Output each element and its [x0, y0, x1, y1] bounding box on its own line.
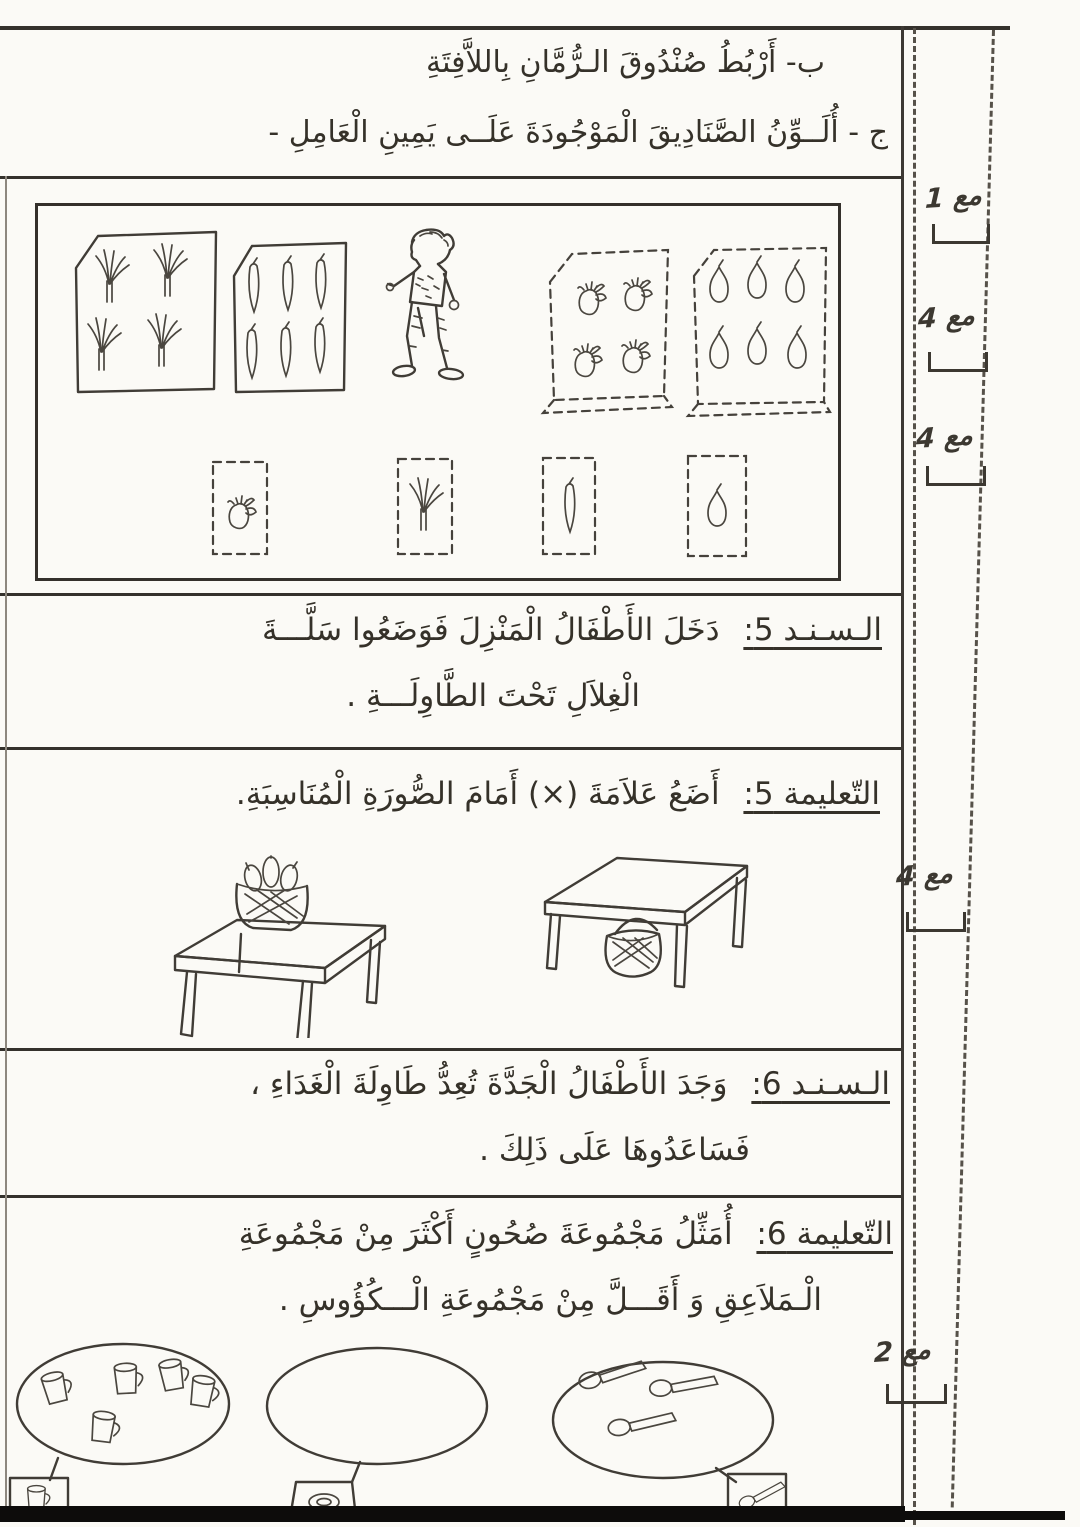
label-card-pomegranate [213, 462, 267, 554]
rule-above-instruction5 [0, 747, 904, 750]
item-c-letter: ج - [848, 115, 888, 150]
support5-line2 [346, 672, 640, 720]
item-b-letter: ب- [785, 45, 825, 80]
instruction6-line1 [239, 1210, 893, 1258]
margin-bracket-3 [926, 466, 986, 486]
margin-bracket-5 [886, 1384, 947, 1404]
tables-figure-wrap [150, 838, 800, 1038]
content-right-border [901, 26, 904, 1508]
support5-line1 [262, 606, 882, 654]
tables-figure [150, 838, 800, 1038]
label-card-carrot [543, 458, 595, 554]
instruction5-line1 [236, 770, 880, 818]
spoons-set-oval [553, 1361, 787, 1511]
market-figure [38, 206, 832, 572]
item-c-text: أُلَــوِّنُ الصَّنَادِيقَ الْمَوْجُودَةَ عَلَــى يَمِينِ الْعَامِلِ - [268, 115, 839, 150]
header-item-c [268, 110, 888, 157]
margin-bracket-2 [928, 352, 988, 372]
bottom-scan-bar-tail [905, 1511, 1065, 1520]
support6-line2 [479, 1126, 750, 1174]
instruction6-text1: أُمَثِّلُ مَجْمُوعَةَ صُحُونٍ أَكْثَرَ مِنْ مَجْمُوعَةِ [238, 1216, 733, 1252]
pomegranates-crate [543, 250, 672, 413]
margin-mark-3: مع 4 [915, 419, 974, 456]
margin-bracket-1 [932, 224, 990, 244]
basket-under-table [606, 919, 661, 977]
support6-label: الـسـنـد 6: [751, 1066, 890, 1102]
market-figure-frame [35, 203, 841, 581]
leeks-crate [76, 232, 216, 392]
support5-label: الـسـنـد 5: [743, 612, 882, 648]
sets-figure-wrap [0, 1332, 810, 1524]
margin-dashed-line-outer [951, 30, 995, 1508]
header-item-b [426, 40, 825, 87]
table-with-basket-under [545, 858, 747, 987]
instruction6-line2 [279, 1276, 822, 1324]
item-b-text: أَرْبُطُ صُنْدُوقَ الـرُّمَّانِ بِاللاَّفِتَةِ [426, 45, 777, 80]
support6-text2: فَسَاعَدُوهَا عَلَى ذَلِكَ . [479, 1132, 750, 1168]
instruction5-text: أَضَعُ عَلاَمَةَ (×) أَمَامَ الصُّورَةِ الْمُنَاسِبَةِ. [235, 776, 720, 812]
worker-figure [387, 230, 464, 381]
rule-under-header [0, 176, 904, 179]
support5-text1: دَخَلَ الأَطْفَالُ الْمَنْزِلَ فَوَضَعُوا سَلَّـــةَ [262, 612, 720, 648]
plates-set-oval [267, 1348, 487, 1518]
margin-mark-4: مع 4 [895, 857, 954, 894]
rule-above-support6 [0, 1048, 904, 1051]
basket-of-fruits [236, 856, 307, 930]
support6-text1: وَجَدَ الأَطْفَالُ الْجَدَّةَ تُعِدُّ طَاوِلَةَ الْغَدَاءِ ، [250, 1066, 728, 1102]
label-card-leek [398, 459, 452, 554]
spoons-set-label-box [728, 1474, 787, 1510]
rule-above-instruction6 [0, 1195, 904, 1198]
cups-set-oval [10, 1344, 229, 1520]
instruction5-label: التّعليمة 5: [743, 776, 880, 812]
top-rule [0, 26, 1010, 30]
margin-mark-1: مع 1 [924, 179, 983, 216]
label-card-pear [688, 456, 746, 556]
instruction6-text2: الْـمَلاَعِقِ وَ أَقَـــلَّ مِنْ مَجْمُوعَةِ الْـــكُؤُوسِ . [278, 1282, 822, 1318]
bottom-scan-bar [0, 1506, 905, 1522]
rule-above-support5 [0, 593, 904, 596]
margin-bracket-4 [906, 912, 966, 932]
support6-line1 [250, 1060, 890, 1108]
instruction6-label: التّعليمة 6: [756, 1216, 893, 1252]
pears-crate [688, 248, 830, 416]
margin-dashed-line-inner [913, 28, 916, 1525]
margin-mark-5: مع 2 [873, 1333, 932, 1370]
sets-figure [0, 1332, 810, 1524]
support5-text2: الْغِلاَلِ تَحْتَ الطَّاوِلَـــةِ . [346, 678, 640, 714]
left-page-edge [5, 176, 7, 1506]
table-with-basket-on-top [175, 856, 385, 1038]
carrots-crate [234, 243, 346, 392]
margin-mark-2: مع 4 [917, 299, 976, 336]
